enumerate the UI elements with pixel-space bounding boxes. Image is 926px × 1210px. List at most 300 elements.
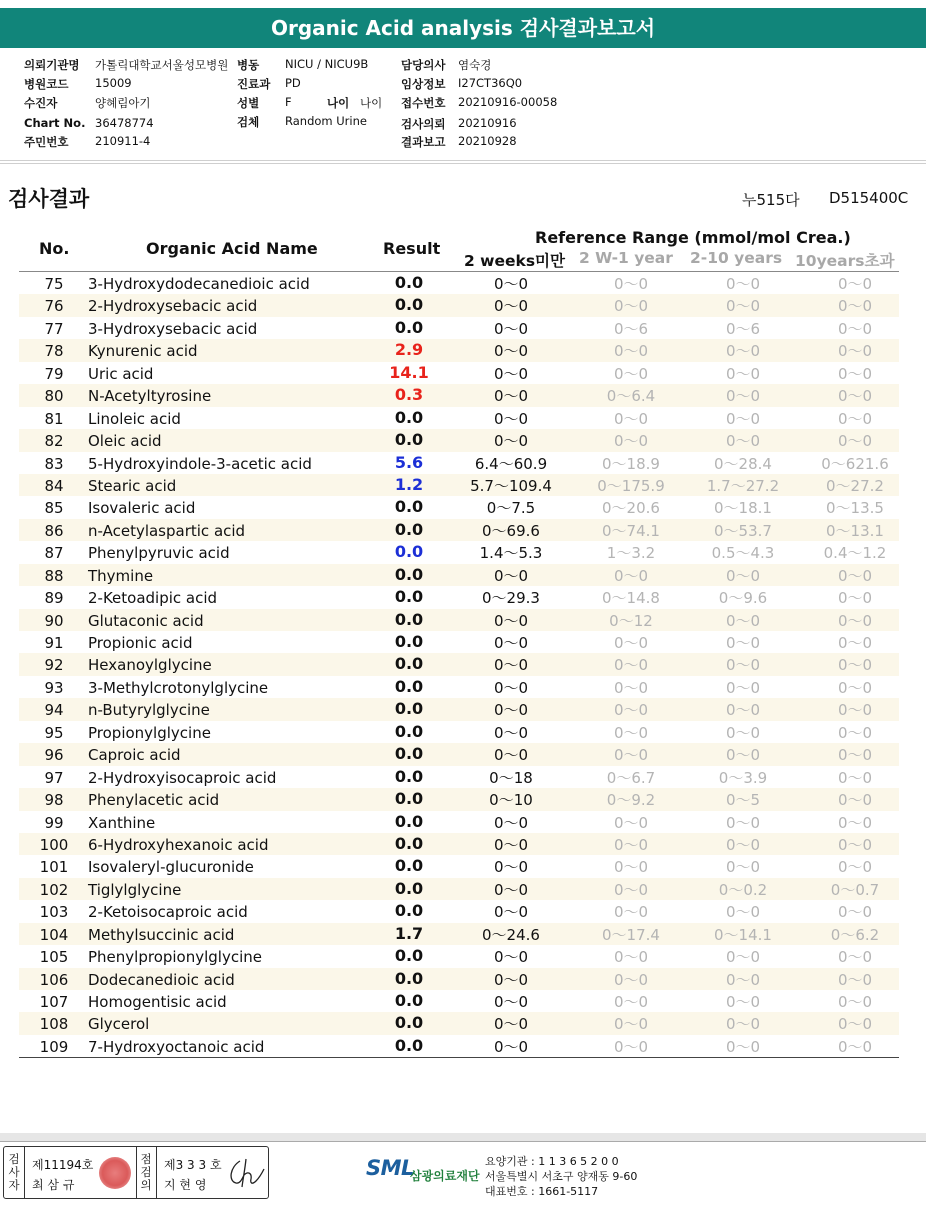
cell-ref-2weeks: 0～0	[493, 566, 529, 585]
table-row	[19, 968, 899, 990]
cell-name: Thymine	[88, 566, 154, 585]
cell-ref-2w-1y: 0～0	[613, 948, 649, 967]
cell-result: 0.0	[394, 497, 424, 517]
inspector-name: 최 삼 규	[32, 1178, 75, 1192]
cell-result: 1.7	[394, 923, 424, 943]
cell-ref-2-10y: 0～0	[725, 1037, 761, 1056]
cell-result: 0.0	[394, 744, 424, 764]
cell-ref-2-10y: 0～0	[725, 993, 761, 1011]
cell-ref-2-10y: 0～0	[725, 813, 761, 832]
table-row	[19, 609, 899, 631]
cell-ref-10y: 0～0	[837, 903, 873, 922]
cell-ref-2w-1y: 0～0	[613, 432, 649, 451]
hospital-code-value: 15009	[95, 76, 132, 90]
cell-ref-2weeks: 0～69.6	[482, 521, 540, 540]
cell-no: 100	[39, 835, 69, 854]
section-title: 검사결과	[8, 187, 90, 211]
cell-ref-10y: 0～0	[837, 835, 873, 854]
cell-name: 5-Hydroxyindole-3-acetic acid	[88, 454, 312, 473]
signature-box	[3, 1146, 269, 1199]
cell-ref-10y: 0～0	[837, 791, 873, 810]
cell-ref-2w-1y: 0～0	[613, 835, 649, 854]
cell-ref-2-10y: 0～0	[725, 634, 761, 652]
seal-stamp	[99, 1157, 131, 1189]
cell-ref-10y: 0～0	[837, 387, 873, 406]
sex-value: F	[285, 95, 292, 109]
table-row	[19, 811, 899, 833]
patient-value: 양혜림아기	[95, 96, 151, 110]
cell-ref-2weeks: 0～24.6	[482, 925, 540, 944]
cell-ref-2-10y: 0～0	[725, 297, 761, 316]
table-row	[19, 339, 899, 361]
table-row	[19, 294, 899, 316]
cell-no: 102	[39, 880, 69, 899]
department-label: 진료과	[237, 77, 271, 91]
table-row	[19, 586, 899, 608]
cell-no: 103	[39, 903, 69, 922]
cell-no: 85	[44, 499, 64, 518]
divider	[0, 160, 926, 161]
header-age-4: 10years초과	[795, 252, 895, 270]
patient-info	[0, 55, 926, 155]
table-row	[19, 698, 899, 720]
report-title: Organic Acid analysis 검사결과보고서	[0, 8, 926, 48]
cell-result: 0.0	[394, 317, 424, 337]
cell-name: Homogentisic acid	[88, 993, 227, 1011]
cell-result: 0.0	[394, 991, 424, 1010]
cell-no: 109	[39, 1037, 69, 1056]
results-table	[19, 226, 899, 1058]
cell-no: 79	[44, 364, 64, 383]
header-no: No.	[39, 239, 70, 258]
age-value: 나이	[360, 96, 383, 110]
cell-result: 0.0	[394, 721, 424, 741]
cell-ref-2w-1y: 0～14.8	[602, 589, 660, 608]
cell-ref-2weeks: 0～0	[493, 903, 529, 922]
cell-ref-10y: 0～0	[837, 678, 873, 697]
cell-ref-2w-1y: 0～0	[613, 970, 649, 989]
table-row	[19, 721, 899, 743]
cell-ref-10y: 0～0	[837, 589, 873, 608]
age-label: 나이	[327, 96, 350, 110]
cell-name: Stearic acid	[88, 476, 177, 495]
cell-ref-2-10y: 0～0	[725, 858, 761, 877]
cell-ref-10y: 0～0	[837, 813, 873, 832]
cell-ref-2-10y: 0～14.1	[714, 925, 772, 944]
cell-name: 3-Hydroxysebacic acid	[88, 319, 258, 338]
chart-label: Chart No.	[24, 116, 86, 130]
cell-ref-10y: 0～0	[837, 409, 873, 428]
table-row	[19, 317, 899, 339]
cell-ref-10y: 0～0	[837, 275, 873, 293]
cell-ref-10y: 0～0	[837, 432, 873, 451]
table-row	[19, 631, 899, 653]
cell-ref-2-10y: 0～0	[725, 566, 761, 585]
cell-ref-2-10y: 0～6	[725, 319, 761, 338]
cell-no: 78	[44, 342, 64, 361]
cell-ref-2weeks: 0～0	[493, 432, 529, 451]
table-row	[19, 788, 899, 810]
specimen-value: Random Urine	[285, 114, 367, 128]
cell-name: 2-Ketoadipic acid	[88, 589, 218, 608]
divider	[0, 163, 926, 164]
table-row	[19, 855, 899, 877]
institution-value: 가톨릭대학교서울성모병원	[95, 58, 229, 72]
cell-ref-2w-1y: 0～6.4	[606, 387, 656, 406]
cell-ref-2w-1y: 0～175.9	[597, 476, 665, 495]
doctor-label: 담당의사	[401, 58, 446, 72]
cell-ref-2-10y: 0.5～4.3	[711, 544, 775, 563]
cell-ref-2w-1y: 0～0	[613, 342, 649, 361]
cell-no: 94	[44, 701, 64, 720]
table-row	[19, 945, 899, 967]
cell-result: 0.0	[394, 519, 424, 539]
table-row	[19, 407, 899, 429]
cell-ref-10y: 0～0	[837, 768, 873, 787]
cell-no: 80	[44, 387, 64, 406]
cell-name: Caproic acid	[88, 746, 181, 765]
cell-ref-10y: 0～0.7	[830, 880, 880, 899]
header-name: Organic Acid Name	[146, 239, 318, 258]
table-row	[19, 429, 899, 451]
cell-ref-2-10y: 0～0.2	[718, 880, 768, 899]
department-value: PD	[285, 76, 301, 90]
cell-ref-2weeks: 0～0	[493, 948, 529, 967]
cell-ref-2weeks: 0～0	[493, 993, 529, 1011]
cell-ref-2w-1y: 0～0	[613, 880, 649, 899]
cell-ref-2w-1y: 0～17.4	[602, 925, 660, 944]
signature-image	[226, 1155, 266, 1191]
cell-ref-2w-1y: 0～0	[613, 858, 649, 877]
table-row	[19, 384, 899, 406]
ward-value: NICU / NICU9B	[285, 57, 369, 71]
cell-ref-2weeks: 0～0	[493, 723, 529, 742]
org-name: 삼광의료재단	[410, 1169, 480, 1183]
table-row	[19, 541, 899, 563]
cell-result: 0.0	[394, 587, 424, 607]
cell-result: 0.0	[394, 564, 424, 584]
cell-ref-2w-1y: 0～0	[613, 297, 649, 316]
table-row	[19, 1012, 899, 1034]
cell-no: 87	[44, 544, 64, 563]
cell-name: Tiglylglycine	[88, 880, 182, 899]
cell-result: 0.0	[394, 676, 424, 696]
cell-ref-2weeks: 0～0	[493, 364, 529, 383]
cell-result: 0.0	[394, 654, 424, 674]
cell-no: 91	[44, 634, 64, 652]
cell-no: 92	[44, 656, 64, 675]
cell-ref-2-10y: 0～3.9	[718, 768, 768, 787]
cell-no: 84	[44, 476, 64, 495]
cell-ref-2weeks: 0～29.3	[482, 589, 540, 608]
receipt-label: 접수번호	[401, 96, 446, 110]
reviewer-license: 제3 3 3 호	[164, 1158, 222, 1172]
cell-ref-10y: 0～6.2	[830, 925, 880, 944]
cell-ref-2w-1y: 0～12	[609, 611, 653, 630]
receipt-value: 20210916-00058	[458, 95, 558, 109]
cell-ref-10y: 0.4～1.2	[823, 544, 887, 563]
header-age-2: 2 W-1 year	[579, 249, 673, 267]
cell-ref-2w-1y: 0～0	[613, 409, 649, 428]
cell-ref-10y: 0～0	[837, 364, 873, 383]
cell-result: 0.0	[394, 273, 424, 292]
cell-result: 0.0	[394, 407, 424, 427]
cell-no: 99	[44, 813, 64, 832]
cell-name: Propionylglycine	[88, 723, 211, 742]
cell-result: 0.0	[394, 811, 424, 831]
inspector-license: 제11194호	[32, 1158, 94, 1172]
table-row	[19, 362, 899, 384]
table-row	[19, 496, 899, 518]
cell-ref-2weeks: 6.4～60.9	[474, 454, 548, 473]
chart-value: 36478774	[95, 116, 154, 130]
cell-no: 76	[44, 297, 64, 316]
cell-ref-10y: 0～13.1	[826, 521, 884, 540]
cell-ref-2w-1y: 0～6.7	[606, 768, 656, 787]
cell-name: Kynurenic acid	[88, 342, 198, 361]
cell-ref-2weeks: 0～10	[489, 791, 533, 810]
cell-ref-2weeks: 0～0	[493, 611, 529, 630]
cell-no: 106	[39, 970, 69, 989]
cell-ref-2weeks: 0～0	[493, 634, 529, 652]
cell-ref-2w-1y: 0～0	[613, 634, 649, 652]
cell-ref-2weeks: 0～0	[493, 319, 529, 338]
cell-ref-2weeks: 1.4～5.3	[479, 544, 543, 563]
cell-ref-2-10y: 0～9.6	[718, 589, 768, 608]
cell-ref-2weeks: 0～0	[493, 656, 529, 675]
cell-ref-2-10y: 0～0	[725, 970, 761, 989]
table-row	[19, 990, 899, 1012]
cell-ref-2w-1y: 0～0	[613, 701, 649, 720]
cell-no: 82	[44, 432, 64, 451]
cell-result: 1.2	[394, 474, 424, 494]
cell-ref-2-10y: 0～0	[725, 1015, 761, 1034]
table-row	[19, 452, 899, 474]
cell-no: 97	[44, 768, 64, 787]
cell-name: Isovaleryl-glucuronide	[88, 858, 254, 877]
cell-name: Glycerol	[88, 1015, 150, 1034]
header-result: Result	[383, 239, 441, 258]
cell-ref-10y: 0～0	[837, 611, 873, 630]
table-row	[19, 1035, 899, 1057]
cell-name: Dodecanedioic acid	[88, 970, 235, 989]
cell-no: 93	[44, 678, 64, 697]
cell-ref-2w-1y: 0～0	[613, 903, 649, 922]
cell-name: 7-Hydroxyoctanoic acid	[88, 1037, 265, 1056]
cell-result: 0.0	[394, 878, 424, 898]
cell-name: N-Acetyltyrosine	[88, 387, 212, 406]
cell-ref-2w-1y: 0～0	[613, 566, 649, 585]
table-row	[19, 676, 899, 698]
cell-name: 2-Ketoisocaproic acid	[88, 903, 248, 922]
cell-no: 105	[39, 948, 69, 967]
cell-ref-10y: 0～0	[837, 701, 873, 720]
cell-no: 96	[44, 746, 64, 765]
cell-name: 3-Methylcrotonylglycine	[88, 678, 269, 697]
cell-ref-2-10y: 0～0	[725, 275, 761, 293]
cell-ref-10y: 0～13.5	[826, 499, 884, 518]
inspector-label: 검사자	[8, 1152, 20, 1192]
cell-ref-2weeks: 0～7.5	[486, 499, 536, 518]
cell-name: Phenylpyruvic acid	[88, 544, 230, 563]
requested-label: 검사의뢰	[401, 117, 446, 131]
cell-name: 3-Hydroxydodecanedioic acid	[88, 275, 310, 293]
cell-no: 104	[39, 925, 69, 944]
cell-ref-2weeks: 0～0	[493, 813, 529, 832]
cell-ref-2weeks: 0～18	[489, 768, 533, 787]
cell-ref-2-10y: 0～0	[725, 723, 761, 742]
cell-ref-2w-1y: 1～3.2	[606, 544, 656, 563]
table-bottom-border	[19, 1057, 899, 1058]
cell-ref-2-10y: 0～0	[725, 656, 761, 675]
table-row	[19, 833, 899, 855]
header-age-3: 2-10 years	[690, 249, 783, 267]
cell-result: 0.0	[394, 295, 424, 315]
cell-ref-2weeks: 0～0	[493, 1015, 529, 1034]
cell-ref-10y: 0～0	[837, 1015, 873, 1034]
cell-ref-2weeks: 0～0	[493, 835, 529, 854]
cell-ref-2w-1y: 0～0	[613, 1037, 649, 1056]
cell-ref-2w-1y: 0～0	[613, 813, 649, 832]
cell-name: Methylsuccinic acid	[88, 925, 235, 944]
cell-ref-10y: 0～0	[837, 993, 873, 1011]
cell-ref-10y: 0～27.2	[826, 476, 884, 495]
cell-no: 101	[39, 858, 69, 877]
cell-ref-10y: 0～0	[837, 297, 873, 316]
cell-name: Xanthine	[88, 813, 156, 832]
cell-ref-2w-1y: 0～20.6	[602, 499, 660, 518]
institution-label: 의뢰기관명	[24, 58, 80, 72]
cell-no: 86	[44, 521, 64, 540]
cell-ref-2weeks: 0～0	[493, 387, 529, 406]
cell-ref-2weeks: 0～0	[493, 342, 529, 361]
doctor-value: 염숙경	[458, 58, 492, 72]
box-divider	[156, 1147, 157, 1198]
cell-name: Glutaconic acid	[88, 611, 204, 630]
cell-ref-10y: 0～0	[837, 1037, 873, 1056]
cell-ref-10y: 0～0	[837, 656, 873, 675]
footer-divider	[0, 1141, 926, 1142]
cell-ref-10y: 0～0	[837, 319, 873, 338]
table-row	[19, 272, 899, 294]
cell-ref-2w-1y: 0～74.1	[602, 521, 660, 540]
cell-no: 77	[44, 319, 64, 338]
resident-label: 주민번호	[24, 135, 69, 149]
test-code-kr: 누515다	[742, 191, 800, 209]
cell-name: Phenylacetic acid	[88, 791, 220, 810]
table-body	[19, 272, 899, 1057]
cell-no: 95	[44, 723, 64, 742]
cell-result: 0.0	[394, 542, 424, 562]
cell-ref-2weeks: 0～0	[493, 678, 529, 697]
cell-ref-2weeks: 0～0	[493, 970, 529, 989]
cell-ref-10y: 0～0	[837, 634, 873, 652]
test-code: D515400C	[829, 189, 909, 207]
resident-value: 210911-4	[95, 134, 151, 148]
cell-name: 2-Hydroxysebacic acid	[88, 297, 258, 316]
cell-result: 0.3	[394, 385, 424, 405]
cell-ref-2w-1y: 0～18.9	[602, 454, 660, 473]
cell-ref-2-10y: 0～0	[725, 342, 761, 361]
table-row	[19, 564, 899, 586]
cell-ref-2w-1y: 0～0	[613, 364, 649, 383]
header-reference: Reference Range (mmol/mol Crea.)	[535, 228, 851, 247]
cell-result: 0.0	[394, 901, 424, 921]
reviewer-label: 점검의	[140, 1152, 152, 1192]
cell-ref-10y: 0～0	[837, 566, 873, 585]
sml-logo: SML	[366, 1156, 414, 1180]
cell-name: 6-Hydroxyhexanoic acid	[88, 835, 269, 854]
table-row	[19, 766, 899, 788]
cell-ref-2weeks: 0～0	[493, 275, 529, 293]
cell-ref-2-10y: 0～28.4	[714, 454, 772, 473]
cell-ref-2w-1y: 0～0	[613, 1015, 649, 1034]
cell-ref-2-10y: 0～18.1	[714, 499, 772, 518]
table-header	[19, 226, 899, 272]
cell-ref-2w-1y: 0～0	[613, 993, 649, 1011]
cell-name: Oleic acid	[88, 432, 162, 451]
cell-ref-2weeks: 0～0	[493, 701, 529, 720]
box-divider	[24, 1147, 25, 1198]
cell-result: 0.0	[394, 699, 424, 719]
cell-ref-2-10y: 0～0	[725, 678, 761, 697]
cell-ref-2w-1y: 0～0	[613, 678, 649, 697]
cell-ref-10y: 0～0	[837, 723, 873, 742]
cell-ref-10y: 0～0	[837, 970, 873, 989]
cell-no: 107	[39, 993, 69, 1011]
cell-ref-2weeks: 0～0	[493, 409, 529, 428]
cell-ref-2-10y: 0～0	[725, 903, 761, 922]
org-code: 요양기관 : 1 1 3 6 5 2 0 0	[485, 1155, 619, 1168]
cell-result: 5.6	[394, 452, 424, 472]
cell-ref-2-10y: 0～0	[725, 387, 761, 406]
cell-ref-2-10y: 0～0	[725, 364, 761, 383]
cell-name: Isovaleric acid	[88, 499, 196, 518]
cell-ref-10y: 0～0	[837, 858, 873, 877]
cell-result: 2.9	[394, 340, 424, 360]
cell-name: Phenylpropionylglycine	[88, 948, 263, 967]
cell-result: 0.0	[394, 789, 424, 809]
cell-ref-2w-1y: 0～0	[613, 723, 649, 742]
reviewer-name: 지 현 영	[164, 1178, 207, 1192]
cell-result: 0.0	[394, 833, 424, 853]
cell-ref-2weeks: 0～0	[493, 297, 529, 316]
cell-ref-10y: 0～0	[837, 746, 873, 765]
cell-no: 89	[44, 589, 64, 608]
cell-result: 0.0	[394, 430, 424, 450]
cell-ref-2-10y: 0～0	[725, 746, 761, 765]
cell-ref-2-10y: 0～0	[725, 835, 761, 854]
hospital-code-label: 병원코드	[24, 77, 69, 91]
cell-ref-2-10y: 0～0	[725, 948, 761, 967]
table-row	[19, 474, 899, 496]
sex-label: 성별	[237, 96, 260, 110]
cell-result: 0.0	[394, 609, 424, 629]
cell-ref-2-10y: 0～0	[725, 701, 761, 720]
reported-value: 20210928	[458, 134, 517, 148]
clinical-label: 임상정보	[401, 77, 446, 91]
cell-ref-2weeks: 0～0	[493, 1037, 529, 1056]
cell-ref-2w-1y: 0～9.2	[606, 791, 656, 810]
cell-ref-2weeks: 5.7～109.4	[470, 476, 552, 495]
cell-no: 98	[44, 791, 64, 810]
cell-name: n-Butyrylglycine	[88, 701, 210, 720]
requested-value: 20210916	[458, 116, 517, 130]
cell-no: 75	[44, 275, 64, 293]
cell-ref-2weeks: 0～0	[493, 746, 529, 765]
cell-ref-2w-1y: 0～0	[613, 275, 649, 293]
specimen-label: 검체	[237, 115, 260, 129]
